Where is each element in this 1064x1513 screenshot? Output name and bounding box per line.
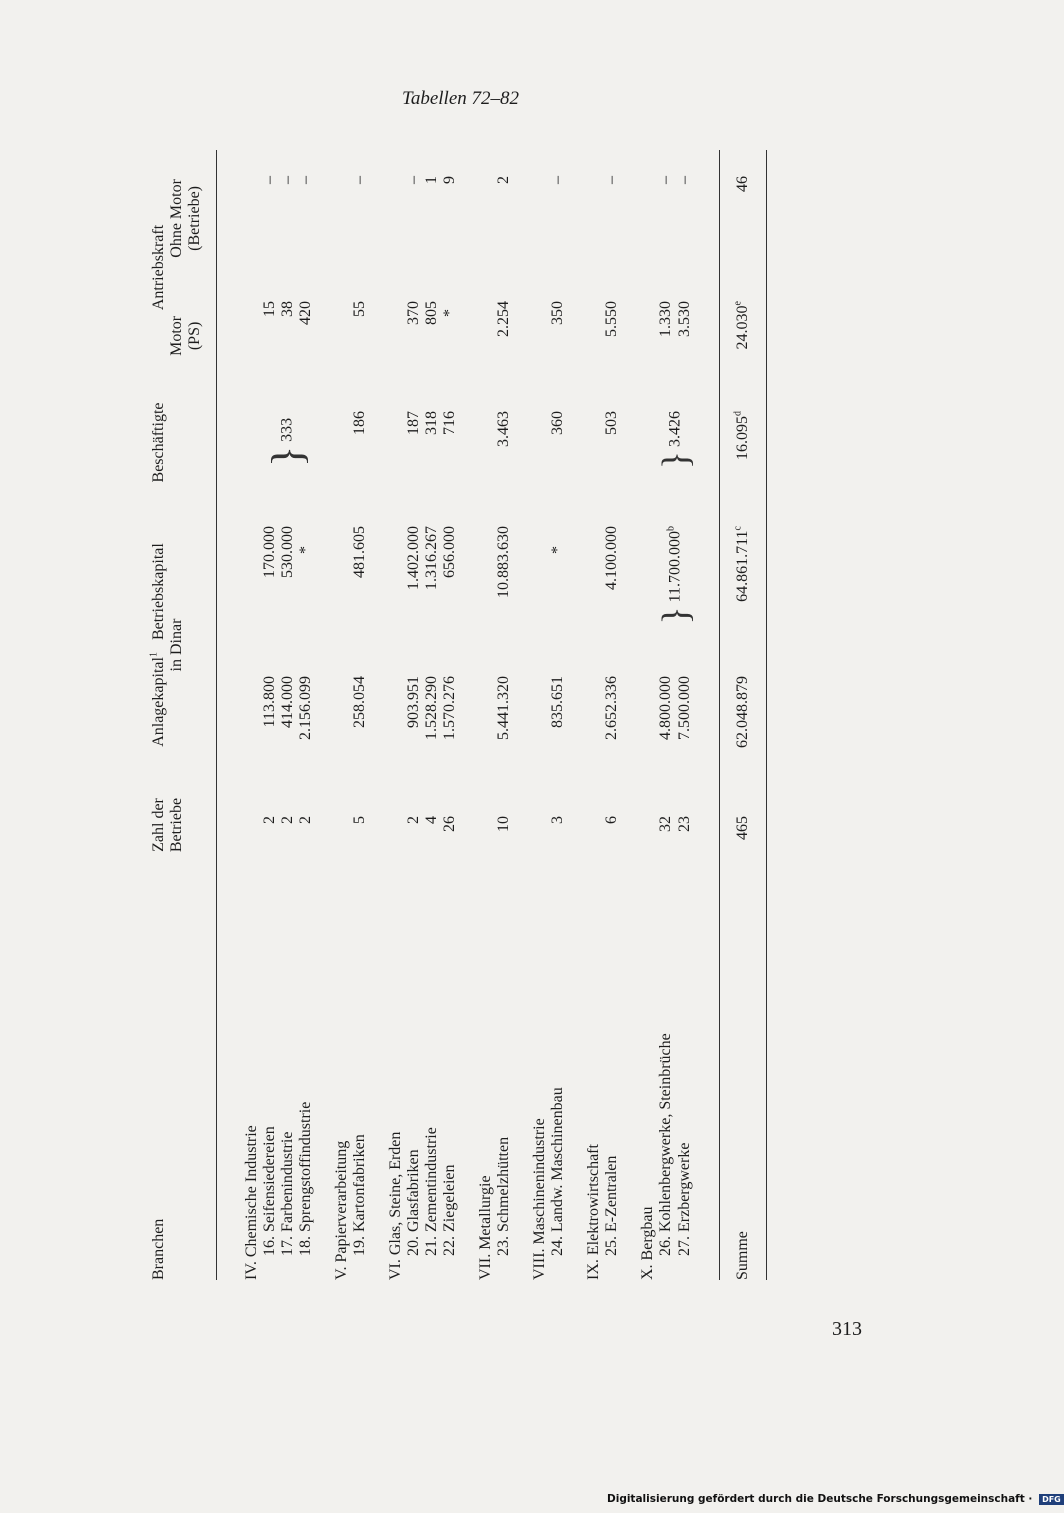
motor-cell: 370 — [405, 300, 422, 325]
zahl-cell: 4 — [423, 816, 440, 824]
anlage-cell: 2.652.336 — [603, 676, 620, 740]
besch-cell — [657, 385, 695, 500]
header-antrieb-label: Antriebskraft — [150, 224, 167, 311]
table-row — [676, 150, 695, 1280]
besch-cell: 716 — [441, 410, 458, 435]
branch-cell: 17. Farbenindustrie — [279, 1131, 296, 1256]
motor-cell: 38 — [279, 300, 296, 317]
table-row — [351, 150, 369, 1280]
betrieb-cell — [657, 500, 695, 650]
table-row — [441, 150, 459, 1280]
betrieb-footnote: b — [665, 525, 677, 531]
besch-value: 3.426 — [666, 410, 684, 447]
summe-motor-footnote: e — [732, 300, 744, 306]
zahl-cell: 3 — [549, 816, 566, 824]
anlage-cell: 903.951 — [405, 676, 422, 728]
summe-row — [720, 150, 767, 1280]
group-title-row — [621, 150, 657, 1280]
besch-cell: 360 — [549, 410, 566, 435]
table-row — [261, 150, 279, 1280]
besch-cell: 187 — [405, 410, 422, 435]
anlage-cell: 1.570.276 — [441, 676, 458, 740]
branch-cell: 16. Seifensiedereien — [261, 1126, 278, 1256]
anlage-cell: 4.800.000 — [657, 676, 674, 740]
table-row — [279, 150, 297, 1280]
ohne-cell: – — [676, 175, 693, 184]
branch-cell: 27. Erzbergwerke — [676, 1142, 693, 1256]
betrieb-cell: 4.100.000 — [603, 525, 620, 590]
zahl-cell: 26 — [441, 816, 458, 832]
industry-table — [150, 150, 767, 1280]
group-title-row — [217, 150, 262, 1280]
ohne-cell: – — [351, 175, 368, 184]
header-zahl — [150, 790, 217, 860]
summe-besch-footnote: d — [732, 410, 744, 416]
branch-cell: 20. Glasfabriken — [405, 1149, 422, 1256]
group-title: VI. Glas, Steine, Erden — [387, 1131, 404, 1280]
motor-cell: 350 — [549, 300, 566, 325]
motor-cell: 1.330 — [657, 300, 674, 337]
group-title-row — [567, 150, 603, 1280]
brace-symbol: } — [655, 606, 697, 625]
branch-cell: 19. Kartonfabriken — [351, 1134, 368, 1256]
header-zahl-label: Zahl der Betriebe — [150, 797, 185, 853]
branch-cell: 26. Kohlenbergwerke, Steinbrüche — [657, 1033, 674, 1256]
anlage-cell: 113.800 — [261, 676, 278, 728]
branch-cell: 23. Schmelzhütten — [495, 1136, 512, 1256]
summe-anlage: 62.048.879 — [720, 650, 767, 790]
table-row — [657, 150, 676, 1280]
zahl-cell: 23 — [676, 816, 693, 832]
group-title: X. Bergbau — [639, 1206, 656, 1280]
digitization-footer — [607, 1493, 1064, 1505]
header-branchen — [150, 860, 217, 1280]
branch-cell: 21. Zementindustrie — [423, 1127, 440, 1256]
group-title-row — [369, 150, 405, 1280]
zahl-cell: 5 — [351, 816, 368, 824]
summe-besch — [720, 385, 767, 500]
ohne-cell: – — [657, 175, 674, 184]
group-title-row — [315, 150, 351, 1280]
zahl-cell: 2 — [297, 816, 314, 824]
table-row — [297, 150, 315, 1280]
anlage-cell: 258.054 — [351, 676, 368, 728]
summe-betrieb-footnote: c — [732, 525, 744, 531]
page-number: 313 — [832, 1318, 862, 1340]
betrieb-cell: 656.000 — [441, 525, 458, 578]
summe-besch-value: 16.095 — [734, 415, 751, 460]
rotated-table — [150, 150, 820, 1280]
table-row — [549, 150, 567, 1280]
zahl-cell: 6 — [603, 816, 620, 824]
summe-ohne: 46 — [720, 150, 767, 275]
header-row — [150, 150, 217, 1280]
besch-cell — [261, 385, 315, 500]
besch-cell: 186 — [351, 410, 368, 435]
summe-zahl: 465 — [720, 790, 767, 860]
header-motor-label: Motor — [168, 315, 185, 356]
summe-motor — [720, 275, 767, 385]
header-motor-unit: (PS) — [186, 321, 203, 351]
zahl-cell: 32 — [657, 816, 674, 832]
branch-cell: 25. E-Zentralen — [603, 1155, 620, 1256]
header-kapital — [150, 500, 217, 790]
group-title: VII. Metallurgie — [477, 1175, 494, 1280]
header-branchen-label: Branchen — [150, 1218, 167, 1280]
table-body — [217, 150, 767, 1280]
motor-cell: 55 — [351, 300, 368, 317]
betrieb-cell: 10.883.630 — [495, 525, 512, 598]
besch-cell: 318 — [423, 410, 440, 435]
group-title-row — [513, 150, 549, 1280]
betrieb-cell: 481.605 — [351, 525, 368, 578]
group-title: IX. Elektrowirtschaft — [585, 1144, 602, 1280]
zahl-cell: 2 — [405, 816, 422, 824]
besch-cell: 3.463 — [495, 410, 512, 447]
header-antrieb — [150, 150, 217, 385]
ohne-cell: – — [261, 175, 278, 184]
betrieb-cell: 530.000 — [279, 525, 296, 578]
header-besch — [150, 385, 217, 500]
motor-cell: 15 — [261, 300, 278, 317]
footer-text: Digitalisierung gefördert durch die Deutsche Forschungsgemeinschaft · — [607, 1493, 1033, 1505]
header-kapital-unit: in Dinar — [168, 618, 185, 672]
anlage-cell: 835.651 — [549, 676, 566, 728]
ohne-cell: – — [279, 175, 296, 184]
summe-label: Summe — [720, 860, 767, 1280]
group-title: VIII. Maschinenindustrie — [531, 1118, 548, 1280]
group-title: IV. Chemische Industrie — [243, 1125, 260, 1280]
header-betrieb-label: Betriebskapital — [150, 543, 167, 641]
table-row — [603, 150, 621, 1280]
betrieb-cell: * — [549, 545, 566, 554]
header-besch-label: Beschäftigte — [150, 402, 167, 483]
branch-cell: 24. Landw. Maschinenbau — [549, 1087, 566, 1256]
anlage-cell: 1.528.290 — [423, 676, 440, 740]
betrieb-value: 11.700.000 — [666, 530, 684, 603]
ohne-cell: 9 — [441, 175, 458, 184]
motor-cell: * — [441, 308, 458, 317]
brace-symbol: } — [655, 450, 697, 470]
ohne-cell: – — [297, 175, 314, 184]
besch-cell: 503 — [603, 410, 620, 435]
betrieb-cell: * — [297, 545, 314, 554]
motor-cell: 3.530 — [676, 300, 693, 337]
motor-cell: 420 — [297, 300, 314, 325]
ohne-cell: 1 — [423, 175, 440, 184]
ohne-cell: 2 — [495, 175, 512, 184]
header-ohne-unit: (Betriebe) — [186, 185, 203, 251]
betrieb-cell: 170.000 — [261, 525, 278, 578]
header-anlage-footnote: 1 — [148, 652, 160, 658]
betrieb-cell: 1.402.000 — [405, 525, 422, 590]
header-ohne-label: Ohne Motor — [168, 179, 185, 258]
ohne-cell: – — [549, 175, 566, 184]
ohne-cell: – — [405, 175, 422, 184]
dfg-logo-icon: DFG — [1039, 1494, 1064, 1505]
table-row — [405, 150, 423, 1280]
group-title: V. Papierverarbeitung — [333, 1140, 350, 1280]
betrieb-cell: 1.316.267 — [423, 525, 440, 590]
branch-cell: 18. Sprengstoffindustrie — [297, 1101, 314, 1256]
zahl-cell: 10 — [495, 816, 512, 832]
summe-motor-value: 24.030 — [734, 305, 751, 350]
zahl-cell: 2 — [279, 816, 296, 824]
zahl-cell: 2 — [261, 816, 278, 824]
branch-cell: 22. Ziegeleien — [441, 1164, 458, 1256]
ohne-cell: – — [603, 175, 620, 184]
besch-value: 333 — [278, 417, 296, 442]
anlage-cell: 7.500.000 — [676, 676, 693, 740]
header-anlage-label: Anlagekapital — [150, 657, 167, 747]
motor-cell: 5.550 — [603, 300, 620, 337]
summe-betrieb-value: 64.861.711 — [734, 530, 751, 602]
brace-symbol: } — [263, 445, 312, 468]
motor-cell: 805 — [423, 300, 440, 325]
anlage-cell: 2.156.099 — [297, 676, 314, 740]
anlage-cell: 414.000 — [279, 676, 296, 728]
summe-betrieb — [720, 500, 767, 650]
table-row — [423, 150, 441, 1280]
motor-cell: 2.254 — [495, 300, 512, 337]
group-title-row — [459, 150, 495, 1280]
anlage-cell: 5.441.320 — [495, 676, 512, 740]
table-row — [495, 150, 513, 1280]
page-heading: Tabellen 72–82 — [402, 88, 519, 109]
